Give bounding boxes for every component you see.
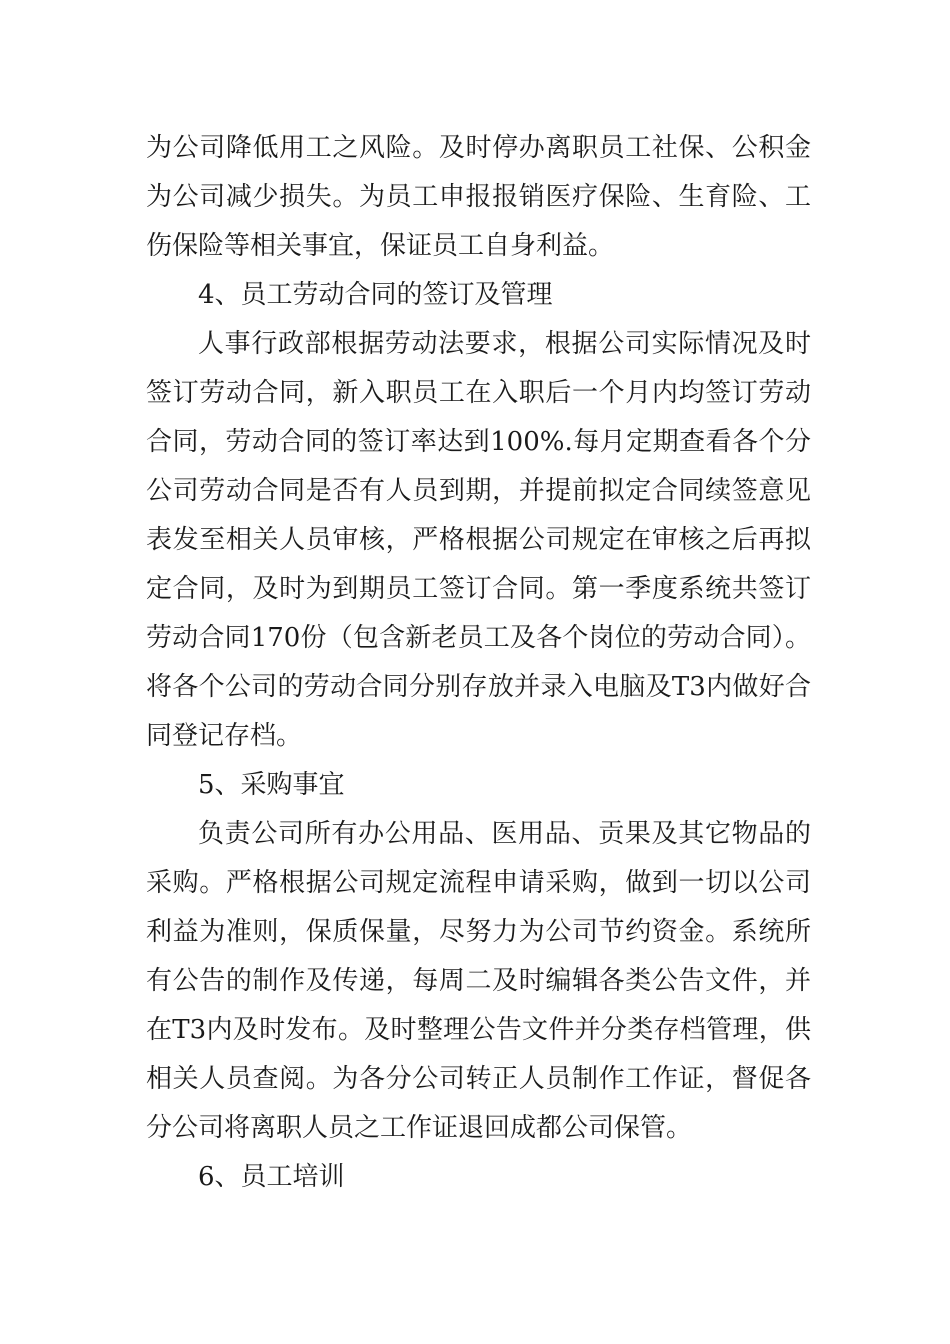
section-heading-labor-contract: 4、员工劳动合同的签订及管理 — [198, 280, 553, 310]
paragraph-procurement: 负责公司所有办公用品、医用品、贡果及其它物品的采购。严格根据公司规定流程申请采购，做到一切以公司利益为准则，保质保量，尽努力为公司节约资金。系统所有公告的制作及传递，每周二及时编辑各类公告文件，并在T3内及时发布。及时整理公告文件并分类存档管理，供相关人员查阅。为各分公司转正人员制作工作证，督促各分公司将离职人员之工作证退回成都公司保管。 — [146, 819, 811, 1143]
section-heading-procurement: 5、采购事宜 — [198, 770, 345, 800]
document-body — [146, 124, 811, 1202]
section-heading-employee-training: 6、员工培训 — [198, 1162, 345, 1192]
paragraph-labor-contract: 人事行政部根据劳动法要求，根据公司实际情况及时签订劳动合同，新入职员工在入职后一个月内均签订劳动合同，劳动合同的签订率达到100%.每月定期查看各个分公司劳动合同是否有人员到期，并提前拟定合同续签意见表发至相关人员审核，严格根据公司规定在审核之后再拟定合同，及时为到期员工签订合同。第一季度系统共签订劳动合同170份（包含新老员工及各个岗位的劳动合同）。将各个公司的劳动合同分别存放并录入电脑及T3内做好合同登记存档。 — [146, 329, 811, 751]
paragraph-social-insurance: 为公司降低用工之风险。及时停办离职员工社保、公积金为公司减少损失。为员工申报报销医疗保险、生育险、工伤保险等相关事宜，保证员工自身利益。 — [146, 133, 811, 261]
